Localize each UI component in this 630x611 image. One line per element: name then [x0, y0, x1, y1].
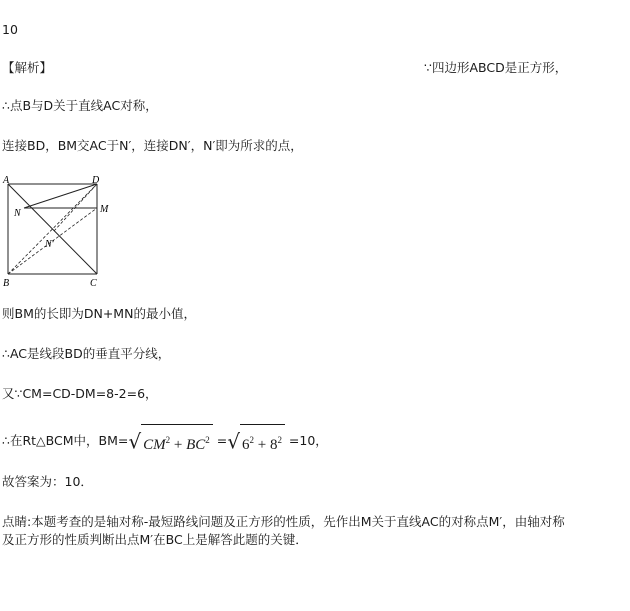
problem-number: 10 — [2, 22, 18, 37]
step-symmetry: ∴点B与D关于直线AC对称， — [2, 98, 158, 113]
commentary-line-1: 点睛:本题考查的是轴对称-最短路线问题及正方形的性质，先作出M关于直线AC的对称点M′，由轴对称 — [2, 514, 565, 529]
commentary-line-2: 及正方形的性质判断出点M′在BC上是解答此题的关键． — [2, 532, 308, 547]
step-pythagoras — [2, 424, 328, 452]
label-D: D — [92, 175, 100, 186]
label-A: A — [3, 175, 10, 186]
pythagoras-prefix: ∴在Rt△BCM中，BM= — [2, 433, 129, 448]
label-N-prime: N′ — [45, 239, 54, 250]
given-statement: ∵四边形ABCD是正方形， — [424, 60, 568, 75]
label-C: C — [90, 278, 97, 289]
step-cm-value: 又∵CM=CD-DM=8-2=6， — [2, 386, 158, 401]
label-B: B — [3, 278, 10, 289]
final-answer: 故答案为：10． — [2, 474, 93, 489]
equals-sign: = — [216, 433, 228, 448]
step-perpendicular-bisector: ∴AC是线段BD的垂直平分线， — [2, 346, 171, 361]
analysis-header: 【解析】 — [2, 60, 53, 75]
radical-cm-bc: √ $CM^2 + BC^2$ — [128, 424, 212, 459]
step-connect: 连接BD，BM交AC于N′，连接DN′，N′即为所求的点， — [2, 138, 303, 153]
step-min-length: 则BM的长即为DN+MN的最小值， — [2, 306, 196, 321]
pythagoras-result: =10， — [288, 433, 328, 448]
label-N: N — [14, 208, 21, 219]
radical-6-8: √ $6^2 + 8^2$ — [227, 424, 285, 459]
label-M: M — [100, 204, 109, 215]
square-figure — [2, 174, 120, 292]
